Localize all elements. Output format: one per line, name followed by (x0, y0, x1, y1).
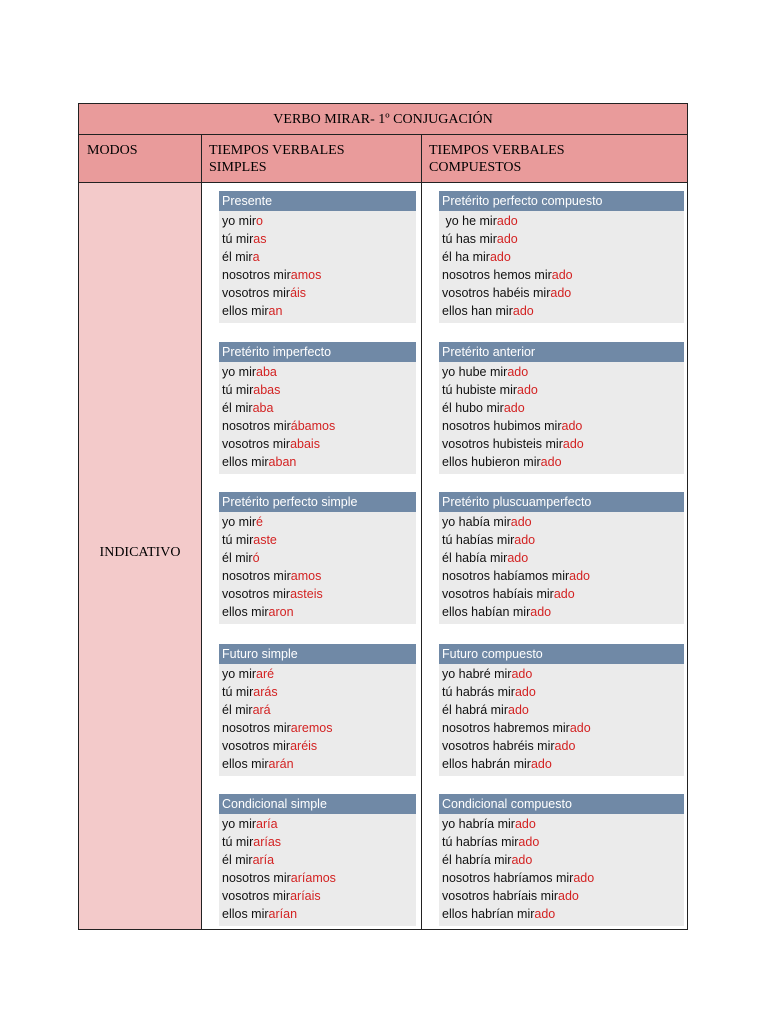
verb-stem: él había mir (442, 551, 508, 566)
verb-ending: ado (569, 721, 591, 736)
conjugation-line (442, 683, 684, 701)
conjugation-line (222, 549, 416, 567)
simple-tense-name: Pretérito perfecto simple (219, 492, 416, 512)
conjugation-line (442, 212, 684, 230)
conjugation-line (222, 567, 416, 585)
verb-ending: arían (268, 907, 298, 922)
verb-stem: tú hubiste mir (442, 383, 518, 398)
verb-ending: ado (573, 871, 595, 886)
conjugation-line (222, 531, 416, 549)
verb-stem: nosotros habríamos mir (442, 871, 574, 886)
verb-stem: ellos habrían mir (442, 907, 535, 922)
conjugation-line (442, 284, 684, 302)
verb-ending: as (253, 232, 267, 247)
verb-ending: ado (507, 551, 529, 566)
compound-tense-forms (439, 211, 684, 323)
verb-ending: an (268, 304, 283, 319)
conjugation-line (222, 417, 416, 435)
simple-tense-forms (219, 512, 416, 624)
conjugation-line (442, 248, 684, 266)
header-simples-line2: SIMPLES (209, 160, 267, 175)
conjugation-line (442, 701, 684, 719)
conjugation-line (222, 230, 416, 248)
verb-ending: ado (496, 232, 518, 247)
verb-stem: él mir (222, 401, 253, 416)
conjugation-line (222, 737, 416, 755)
simple-tense-forms (219, 362, 416, 474)
header-row (79, 135, 687, 183)
verb-stem: nosotros mir (222, 419, 291, 434)
verb-ending: ado (517, 383, 538, 398)
verb-stem: vosotros habríais mir (442, 889, 559, 904)
conjugation-line (442, 549, 684, 567)
conjugation-line (222, 887, 416, 905)
compound-tense-block (439, 191, 684, 323)
simple-tense-block (219, 644, 416, 776)
conjugation-line (442, 905, 684, 923)
verb-stem: ellos mir (222, 455, 269, 470)
verb-ending: ado (510, 515, 532, 529)
verb-ending: aban (268, 455, 297, 470)
simple-tense-block (219, 342, 416, 474)
verb-ending: arás (253, 685, 278, 700)
conjugation-line (222, 284, 416, 302)
conjugation-line (222, 381, 416, 399)
conjugation-line (442, 567, 684, 585)
verb-stem: yo habría mir (442, 817, 515, 831)
verb-ending: aron (268, 605, 294, 620)
conjugation-line (442, 815, 684, 833)
verb-ending: ado (530, 605, 552, 620)
conjugation-line (222, 851, 416, 869)
verb-stem: él habrá mir (442, 703, 508, 718)
verb-stem: nosotros habremos mir (442, 721, 570, 736)
verb-stem: él mir (222, 703, 253, 718)
conjugation-line (442, 513, 684, 531)
verb-ending: aréis (290, 739, 318, 754)
verb-ending: aba (256, 365, 277, 379)
header-compuestos (422, 135, 689, 182)
verb-ending: ado (508, 703, 529, 718)
simple-tense-name: Condicional simple (219, 794, 416, 814)
conjugation-line (222, 435, 416, 453)
verb-ending: ado (511, 667, 533, 681)
verb-stem: vosotros mir (222, 739, 291, 754)
verb-stem: él mir (222, 551, 253, 566)
compound-tense-name: Condicional compuesto (439, 794, 684, 814)
verb-stem: vosotros mir (222, 437, 291, 452)
conjugation-line (222, 248, 416, 266)
verb-ending: ado (511, 853, 533, 868)
verb-stem: ellos habrán mir (442, 757, 531, 772)
verb-stem: yo mir (222, 214, 257, 228)
verb-ending: arías (253, 835, 282, 850)
conjugation-line (222, 815, 416, 833)
simple-tense-name: Presente (219, 191, 416, 211)
verb-ending: abas (253, 383, 281, 398)
compound-tense-block (439, 492, 684, 624)
verb-stem: nosotros hubimos mir (442, 419, 562, 434)
conjugation-line (222, 701, 416, 719)
verb-ending: é (256, 515, 263, 529)
header-compuestos-line1: TIEMPOS VERBALES (429, 143, 565, 158)
verb-stem: yo mir (222, 365, 257, 379)
simple-tense-name: Pretérito imperfecto (219, 342, 416, 362)
verb-stem: vosotros habréis mir (442, 739, 555, 754)
verb-ending: ado (569, 569, 590, 584)
column-divider (201, 135, 202, 929)
verb-stem: tú habrás mir (442, 685, 515, 700)
conjugation-line (222, 513, 416, 531)
verb-ending: ado (553, 587, 575, 602)
verb-stem: yo había mir (442, 515, 511, 529)
verb-stem: ellos habían mir (442, 605, 531, 620)
verb-stem: yo mir (222, 515, 257, 529)
verb-stem: nosotros hemos mir (442, 268, 552, 283)
conjugation-table (78, 103, 688, 930)
verb-stem: él habría mir (442, 853, 512, 868)
conjugation-line (442, 381, 684, 399)
verb-stem: vosotros habíais mir (442, 587, 554, 602)
verb-ending: aría (252, 853, 275, 868)
verb-stem: nosotros mir (222, 569, 291, 584)
verb-stem: nosotros mir (222, 871, 291, 886)
verb-ending: ado (496, 214, 518, 228)
verb-stem: ellos mir (222, 907, 269, 922)
verb-stem: nosotros mir (222, 268, 291, 283)
verb-ending: aremos (290, 721, 333, 736)
conjugation-line (222, 266, 416, 284)
verb-stem: yo mir (222, 817, 257, 831)
conjugation-line (442, 399, 684, 417)
verb-ending: aría (256, 817, 278, 831)
verb-ending: ó (252, 551, 260, 566)
compound-tense-forms (439, 664, 684, 776)
verb-stem: tú has mir (442, 232, 497, 247)
verb-ending: aste (253, 533, 277, 548)
compound-tense-block (439, 794, 684, 926)
compound-tense-name: Pretérito perfecto compuesto (439, 191, 684, 211)
compound-tense-forms (439, 362, 684, 474)
verb-ending: aríais (290, 889, 321, 904)
conjugation-line (442, 531, 684, 549)
conjugation-line (442, 887, 684, 905)
verb-stem: yo mir (222, 667, 257, 681)
verb-ending: ado (550, 286, 572, 301)
verb-ending: ado (514, 533, 536, 548)
modo-label: INDICATIVO (99, 545, 181, 560)
conjugation-line (442, 585, 684, 603)
verb-ending: ado (489, 250, 511, 265)
header-compuestos-line2: COMPUESTOS (429, 160, 522, 175)
conjugation-line (442, 737, 684, 755)
conjugation-line (222, 585, 416, 603)
verb-ending: ado (514, 817, 536, 831)
compound-tense-name: Pretérito pluscuamperfecto (439, 492, 684, 512)
simple-tense-forms (219, 664, 416, 776)
verb-stem: vosotros mir (222, 889, 291, 904)
simple-tense-forms (219, 814, 416, 926)
conjugation-line (442, 719, 684, 737)
verb-ending: ado (530, 757, 552, 772)
verb-stem: él hubo mir (442, 401, 504, 416)
modo-cell (79, 183, 201, 929)
conjugation-line (222, 399, 416, 417)
verb-stem: vosotros mir (222, 286, 291, 301)
column-divider (421, 135, 422, 929)
conjugation-line (442, 302, 684, 320)
conjugation-line (442, 603, 684, 621)
verb-ending: ado (503, 401, 525, 416)
header-modos: MODOS (87, 143, 138, 158)
verb-ending: ado (561, 419, 583, 434)
verb-stem: ellos hubieron mir (442, 455, 541, 470)
verb-ending: ado (551, 268, 573, 283)
conjugation-line (442, 869, 684, 887)
verb-stem: vosotros mir (222, 587, 291, 602)
verb-stem: tú mir (222, 383, 254, 398)
conjugation-line (222, 905, 416, 923)
verb-stem: yo he mir (442, 214, 497, 228)
simple-tense-forms (219, 211, 416, 323)
verb-stem: nosotros habíamos mir (442, 569, 570, 584)
conjugation-line (442, 363, 684, 381)
verb-stem: tú mir (222, 232, 254, 247)
compound-tense-name: Pretérito anterior (439, 342, 684, 362)
conjugation-line (442, 417, 684, 435)
header-simples (202, 135, 422, 182)
conjugation-line (442, 230, 684, 248)
verb-stem: él mir (222, 250, 253, 265)
conjugation-line (222, 212, 416, 230)
verb-stem: vosotros hubisteis mir (442, 437, 563, 452)
verb-stem: vosotros habéis mir (442, 286, 551, 301)
simple-tense-block (219, 492, 416, 624)
verb-ending: ado (558, 889, 579, 904)
verb-ending: amos (290, 268, 322, 283)
verb-ending: amos (290, 569, 322, 584)
compound-tense-forms (439, 814, 684, 926)
conjugation-line (222, 833, 416, 851)
verb-ending: ado (534, 907, 556, 922)
verb-stem: ellos mir (222, 757, 269, 772)
verb-stem: ellos han mir (442, 304, 513, 319)
verb-ending: ado (554, 739, 576, 754)
conjugation-line (442, 665, 684, 683)
verb-stem: tú mir (222, 835, 254, 850)
conjugation-line (222, 302, 416, 320)
verb-ending: ará (252, 703, 271, 718)
header-simples-line1: TIEMPOS VERBALES (209, 143, 345, 158)
verb-stem: él mir (222, 853, 253, 868)
verb-stem: tú habías mir (442, 533, 515, 548)
verb-stem: yo habré mir (442, 667, 512, 681)
conjugation-line (222, 453, 416, 471)
conjugation-line (222, 603, 416, 621)
simple-tense-name: Futuro simple (219, 644, 416, 664)
verb-ending: aríamos (290, 871, 336, 886)
conjugation-line (222, 869, 416, 887)
compound-tense-forms (439, 512, 684, 624)
verb-stem: nosotros mir (222, 721, 291, 736)
verb-ending: ado (512, 304, 534, 319)
verb-ending: ado (518, 835, 540, 850)
verb-stem: él ha mir (442, 250, 490, 265)
verb-stem: tú habrías mir (442, 835, 519, 850)
conjugation-line (222, 755, 416, 773)
verb-ending: áis (290, 286, 307, 301)
verb-ending: aba (252, 401, 274, 416)
verb-ending: o (256, 214, 263, 228)
verb-stem: tú mir (222, 533, 254, 548)
conjugation-line (442, 851, 684, 869)
verb-stem: yo hube mir (442, 365, 508, 379)
verb-ending: aré (256, 667, 275, 681)
table-title: VERBO MIRAR- 1º CONJUGACIÓN (79, 104, 687, 135)
conjugation-line (442, 266, 684, 284)
conjugation-line (222, 719, 416, 737)
verb-ending: ado (540, 455, 562, 470)
verb-ending: ado (507, 365, 529, 379)
simple-tense-block (219, 794, 416, 926)
verb-ending: ábamos (290, 419, 336, 434)
verb-ending: abais (290, 437, 320, 452)
conjugation-line (442, 833, 684, 851)
verb-ending: arán (268, 757, 294, 772)
compound-tense-block (439, 644, 684, 776)
verb-stem: tú mir (222, 685, 254, 700)
simple-tense-block (219, 191, 416, 323)
verb-stem: ellos mir (222, 605, 269, 620)
conjugation-line (442, 755, 684, 773)
compound-tense-name: Futuro compuesto (439, 644, 684, 664)
verb-ending: asteis (290, 587, 323, 602)
conjugation-line (222, 665, 416, 683)
verb-stem: ellos mir (222, 304, 269, 319)
conjugation-line (222, 363, 416, 381)
compound-tense-block (439, 342, 684, 474)
verb-ending: a (252, 250, 260, 265)
conjugation-line (222, 683, 416, 701)
verb-ending: ado (562, 437, 584, 452)
conjugation-line (442, 453, 684, 471)
verb-ending: ado (514, 685, 536, 700)
conjugation-line (442, 435, 684, 453)
